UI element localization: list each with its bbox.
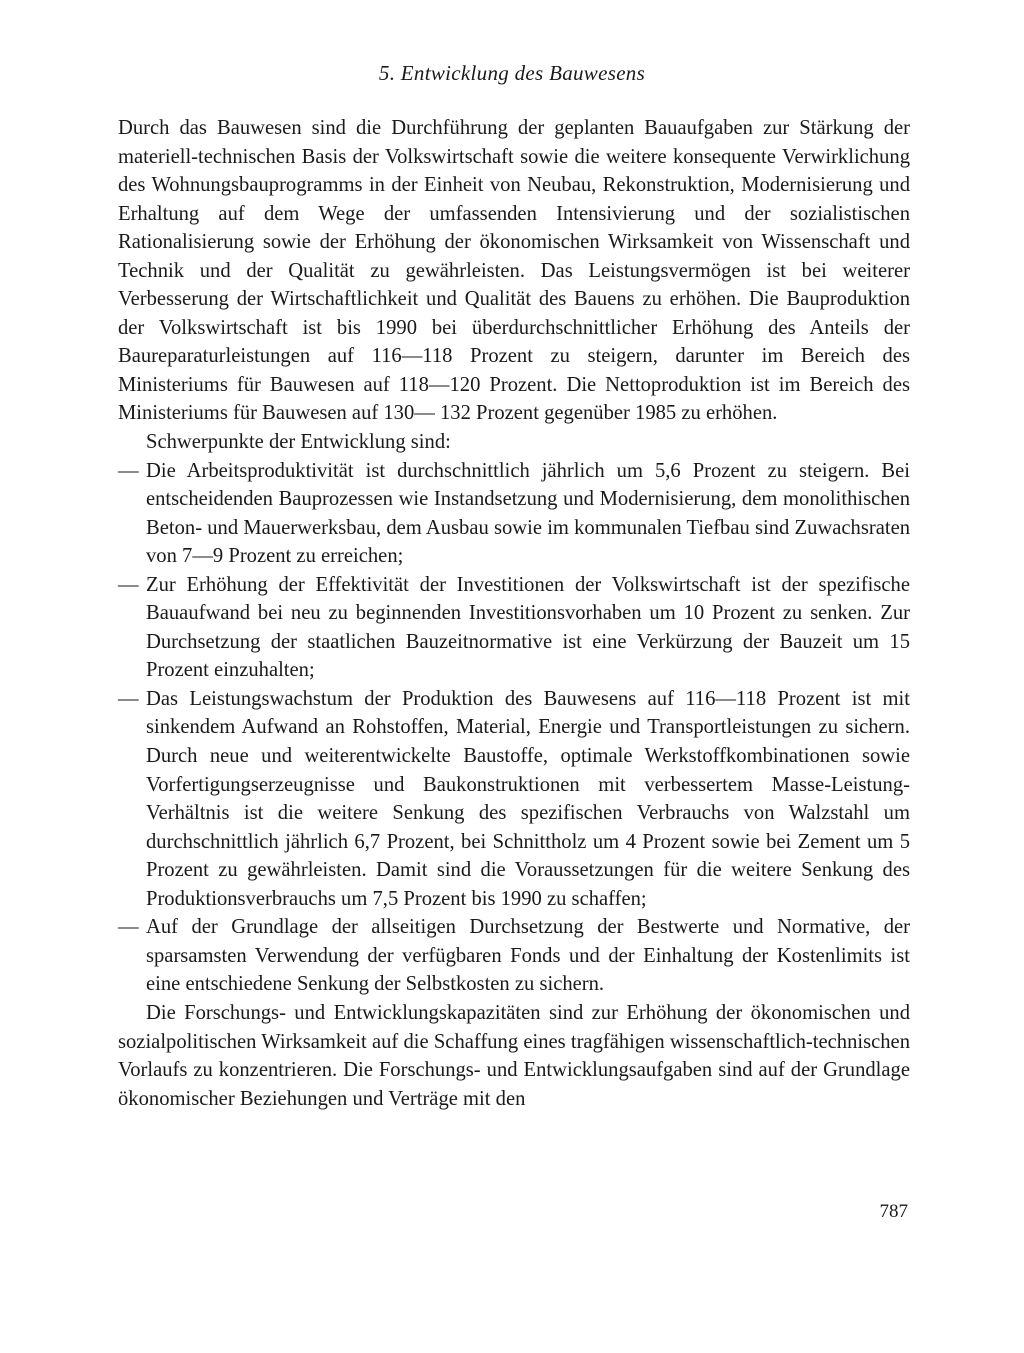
body-text [118, 114, 910, 1113]
list-item [118, 685, 910, 913]
dash-marker: — [118, 916, 139, 939]
closing-paragraph: Die Forschungs- und Entwicklungskapazitäten sind zur Erhöhung der ökonomischen und sozialpolitischen Wirksamkeit auf die Schaffung eines tragfähigen wissenschaftlich-technischen Vorlaufs zu konzentrieren. Die Forschungs- und Entwicklungsaufgaben sind auf der Grundlage ökonomischer Beziehungen und Verträge mit den [118, 1001, 910, 1110]
list-item [118, 913, 910, 999]
dash-marker: — [118, 573, 139, 596]
list-item [118, 457, 910, 571]
list-item-text: Die Arbeitsproduktivität ist durchschnittlich jährlich um 5,6 Prozent zu steigern. Bei entscheidenden Bauprozessen wie Instandsetzung und Modernisierung, dem monolithischen Beton- und Mauerwerksbau, dem Ausbau sowie im kommunalen Tiefbau sind Zuwachsraten von 7—9 Prozent zu erreichen; [146, 459, 910, 568]
section-heading: 5. Entwicklung des Bauwesens [378, 61, 646, 85]
focus-intro-paragraph: Schwerpunkte der Entwicklung sind: [146, 431, 451, 454]
list-item-text: Zur Erhöhung der Effektivität der Investitionen der Volkswirtschaft ist der spezifische Bauaufwand bei neu zu beginnenden Investitionsvorhaben um 10 Prozent zu senken. Zur Durchsetzung der staatlichen Bauzeitnormative ist eine Verkürzung der Bauzeit um 15 Prozent einzuhalten; [146, 573, 910, 682]
list-item [118, 571, 910, 685]
page-number: 787 [879, 1201, 908, 1222]
dash-marker: — [118, 687, 139, 710]
intro-paragraph: Durch das Bauwesen sind die Durchführung der geplanten Bauaufgaben zur Stärkung der materiell-technischen Basis der Volkswirtschaft sowie die weitere konsequente Verwirklichung des Wohnungsbauprogramms in der Einheit von Neubau, Rekonstruktion, Modernisierung und Erhaltung auf dem Wege der umfassenden Intensivierung und der sozialistischen Rationalisierung sowie der Erhöhung der ökonomischen Wirksamkeit von Wissenschaft und Technik und der Qualität zu gewährleisten. Das Leistungsvermögen ist bei weiterer Verbesserung der Wirtschaftlichkeit und Qualität des Bauens zu erhöhen. Die Bauproduktion der Volkswirtschaft ist bis 1990 bei überdurchschnittlicher Erhöhung des Anteils der Baureparaturleistungen auf 116—118 Prozent zu steigern, darunter im Bereich des Ministeriums für Bauwesen auf 118—120 Prozent. Die Nettoproduktion ist im Bereich des Ministeriums für Bauwesen auf 130— 132 Prozent gegenüber 1985 zu erhöhen. [118, 117, 910, 425]
list-item-text: Auf der Grundlage der allseitigen Durchsetzung der Bestwerte und Normative, der sparsamsten Verwendung der verfügbaren Fonds und der Einhaltung der Kostenlimits ist eine entschiedene Senkung der Selbstkosten zu sichern. [146, 916, 910, 996]
list-item-text: Das Leistungswachstum der Produktion des Bauwesens auf 116—118 Prozent ist mit sinkendem Aufwand an Rohstoffen, Material, Energie und Transportleistungen zu sichern. Durch neue und weiterentwickelte Baustoffe, optimale Werkstoffkombinationen sowie Vorfertigungserzeugnisse und Baukonstruktionen mit verbessertem Masse-Leistung-Verhältnis ist die weitere Senkung des spezifischen Verbrauchs von Walzstahl um durchschnittlich jährlich 6,7 Prozent, bei Schnittholz um 4 Prozent sowie bei Zement um 5 Prozent zu gewährleisten. Damit sind die Voraussetzungen für die weitere Senkung des Produktionsverbrauchs um 7,5 Prozent bis 1990 zu schaffen; [146, 687, 910, 910]
dash-marker: — [118, 459, 139, 482]
